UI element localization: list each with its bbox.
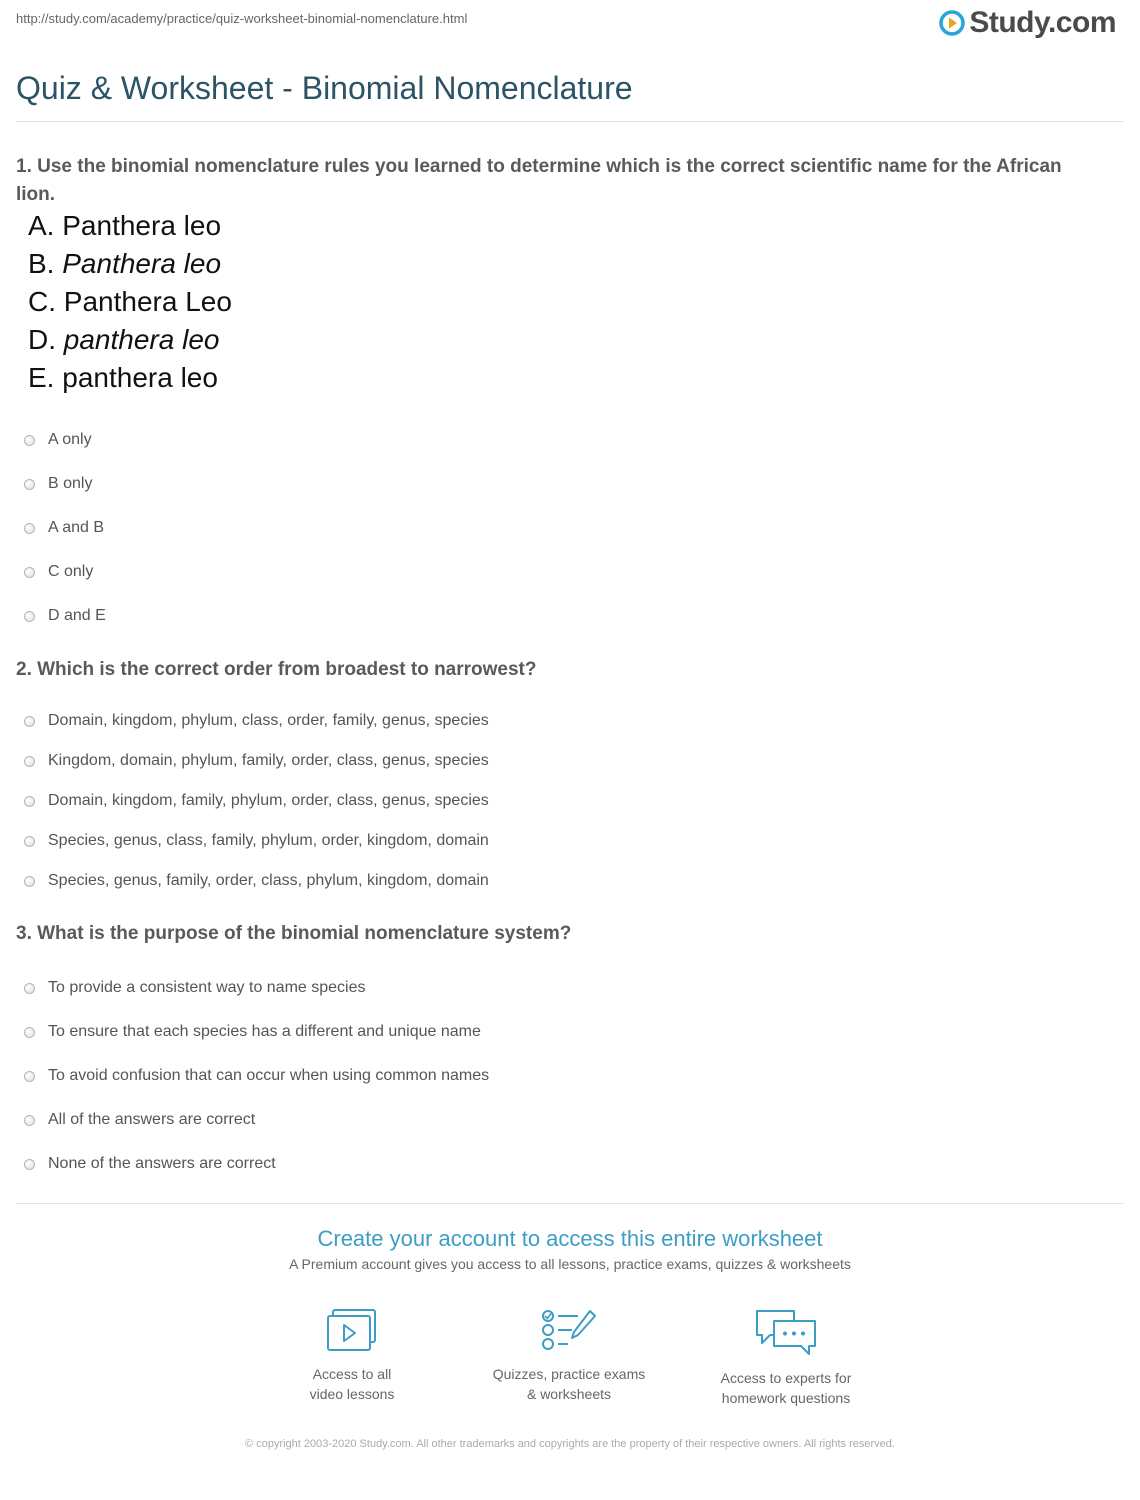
answer-label: To avoid confusion that can occur when using common names <box>48 1067 490 1084</box>
answer-label: D and E <box>48 607 106 624</box>
choice-letter: A. <box>28 210 55 241</box>
radio-button[interactable] <box>24 836 35 847</box>
answer-option[interactable] <box>24 821 489 861</box>
answer-label: Species, genus, family, order, class, phylum, kingdom, domain <box>48 872 489 889</box>
radio-button[interactable] <box>24 523 35 534</box>
answer-label: To provide a consistent way to name species <box>48 979 366 996</box>
answer-label: Kingdom, domain, phylum, family, order, class, genus, species <box>48 752 489 769</box>
feature-label <box>686 1368 886 1408</box>
cta-subtitle: A Premium account gives you access to all lessons, practice exams, quizzes & worksheets <box>289 1256 851 1272</box>
answer-option[interactable] <box>24 781 489 821</box>
copyright-notice: © copyright 2003-2020 Study.com. All other trademarks and copyrights are the property of their respective owners. All rights reserved. <box>245 1438 895 1450</box>
chat-bubbles-icon <box>754 1308 818 1358</box>
title-divider <box>16 121 1124 122</box>
answer-label: A and B <box>48 519 105 536</box>
choice-a <box>28 207 232 245</box>
choice-d <box>28 321 232 359</box>
answer-label: C only <box>48 563 94 580</box>
choice-b <box>28 245 232 283</box>
play-logo-icon <box>939 10 965 36</box>
answer-option[interactable] <box>24 506 106 550</box>
choice-name: Panthera leo <box>62 210 222 241</box>
answer-option[interactable] <box>24 741 489 781</box>
answer-option[interactable] <box>24 1142 489 1186</box>
choice-name: Panthera leo <box>62 248 222 279</box>
answer-label: B only <box>48 475 93 492</box>
radio-button[interactable] <box>24 611 35 622</box>
feature-label-line: video lessons <box>309 1386 395 1402</box>
choice-c <box>28 283 232 321</box>
choice-name: panthera leo <box>62 362 218 393</box>
video-lessons-icon <box>326 1308 378 1354</box>
feature-quizzes <box>469 1308 669 1404</box>
answer-option[interactable] <box>24 550 106 594</box>
choice-letter: B. <box>28 248 55 279</box>
answer-label: To ensure that each species has a different and unique name <box>48 1023 481 1040</box>
feature-experts <box>686 1308 886 1408</box>
radio-button[interactable] <box>24 876 35 887</box>
question-1-answers <box>24 418 106 638</box>
radio-button[interactable] <box>24 796 35 807</box>
page-title: Quiz & Worksheet - Binomial Nomenclature <box>16 70 633 106</box>
radio-button[interactable] <box>24 716 35 727</box>
question-1-choices <box>28 207 232 397</box>
answer-label: Domain, kingdom, family, phylum, order, class, genus, species <box>48 792 489 809</box>
radio-button[interactable] <box>24 1115 35 1126</box>
answer-option[interactable] <box>24 861 489 901</box>
answer-option[interactable] <box>24 594 106 638</box>
answer-label: Species, genus, class, family, phylum, order, kingdom, domain <box>48 832 489 849</box>
radio-button[interactable] <box>24 479 35 490</box>
radio-button[interactable] <box>24 756 35 767</box>
create-account-link[interactable]: Create your account to access this entire worksheet <box>317 1226 823 1251</box>
question-2-answers <box>24 701 489 901</box>
radio-button[interactable] <box>24 567 35 578</box>
radio-button[interactable] <box>24 1027 35 1038</box>
answer-label: A only <box>48 431 92 448</box>
choice-letter: E. <box>28 362 55 393</box>
answer-option[interactable] <box>24 462 106 506</box>
quiz-checklist-icon <box>540 1308 598 1354</box>
feature-label <box>252 1364 452 1404</box>
feature-video-lessons <box>252 1308 452 1404</box>
feature-label-line: homework questions <box>721 1390 851 1406</box>
radio-button[interactable] <box>24 983 35 994</box>
question-2-prompt: 2. Which is the correct order from broadest to narrowest? <box>16 659 537 680</box>
choice-name: panthera leo <box>63 324 220 355</box>
answer-option[interactable] <box>24 1098 489 1142</box>
feature-label-line: Access to experts for <box>720 1370 852 1386</box>
study-logo[interactable] <box>939 6 1116 40</box>
answer-label: All of the answers are correct <box>48 1111 256 1128</box>
choice-letter: D. <box>28 324 56 355</box>
answer-option[interactable] <box>24 701 489 741</box>
page-url[interactable]: http://study.com/academy/practice/quiz-worksheet-binomial-nomenclature.html <box>16 11 468 26</box>
question-3-answers <box>24 966 489 1186</box>
answer-option[interactable] <box>24 966 489 1010</box>
radio-button[interactable] <box>24 435 35 446</box>
feature-label-line: Access to all <box>312 1366 392 1382</box>
answer-option[interactable] <box>24 418 106 462</box>
choice-name: Panthera Leo <box>63 286 232 317</box>
feature-label-line: Quizzes, practice exams <box>492 1366 646 1382</box>
radio-button[interactable] <box>24 1071 35 1082</box>
answer-option[interactable] <box>24 1010 489 1054</box>
answer-option[interactable] <box>24 1054 489 1098</box>
choice-e <box>28 359 232 397</box>
answer-label: Domain, kingdom, phylum, class, order, family, genus, species <box>48 712 489 729</box>
choice-letter: C. <box>28 286 56 317</box>
question-3-prompt: 3. What is the purpose of the binomial nomenclature system? <box>16 923 572 944</box>
feature-label <box>469 1364 669 1404</box>
question-1-prompt: 1. Use the binomial nomenclature rules you learned to determine which is the correct scientific name for the African lion. <box>16 156 1062 205</box>
radio-button[interactable] <box>24 1159 35 1170</box>
logo-text: Study.com <box>969 6 1116 39</box>
cta-divider <box>16 1203 1124 1204</box>
answer-label: None of the answers are correct <box>48 1155 276 1172</box>
feature-label-line: & worksheets <box>526 1386 612 1402</box>
